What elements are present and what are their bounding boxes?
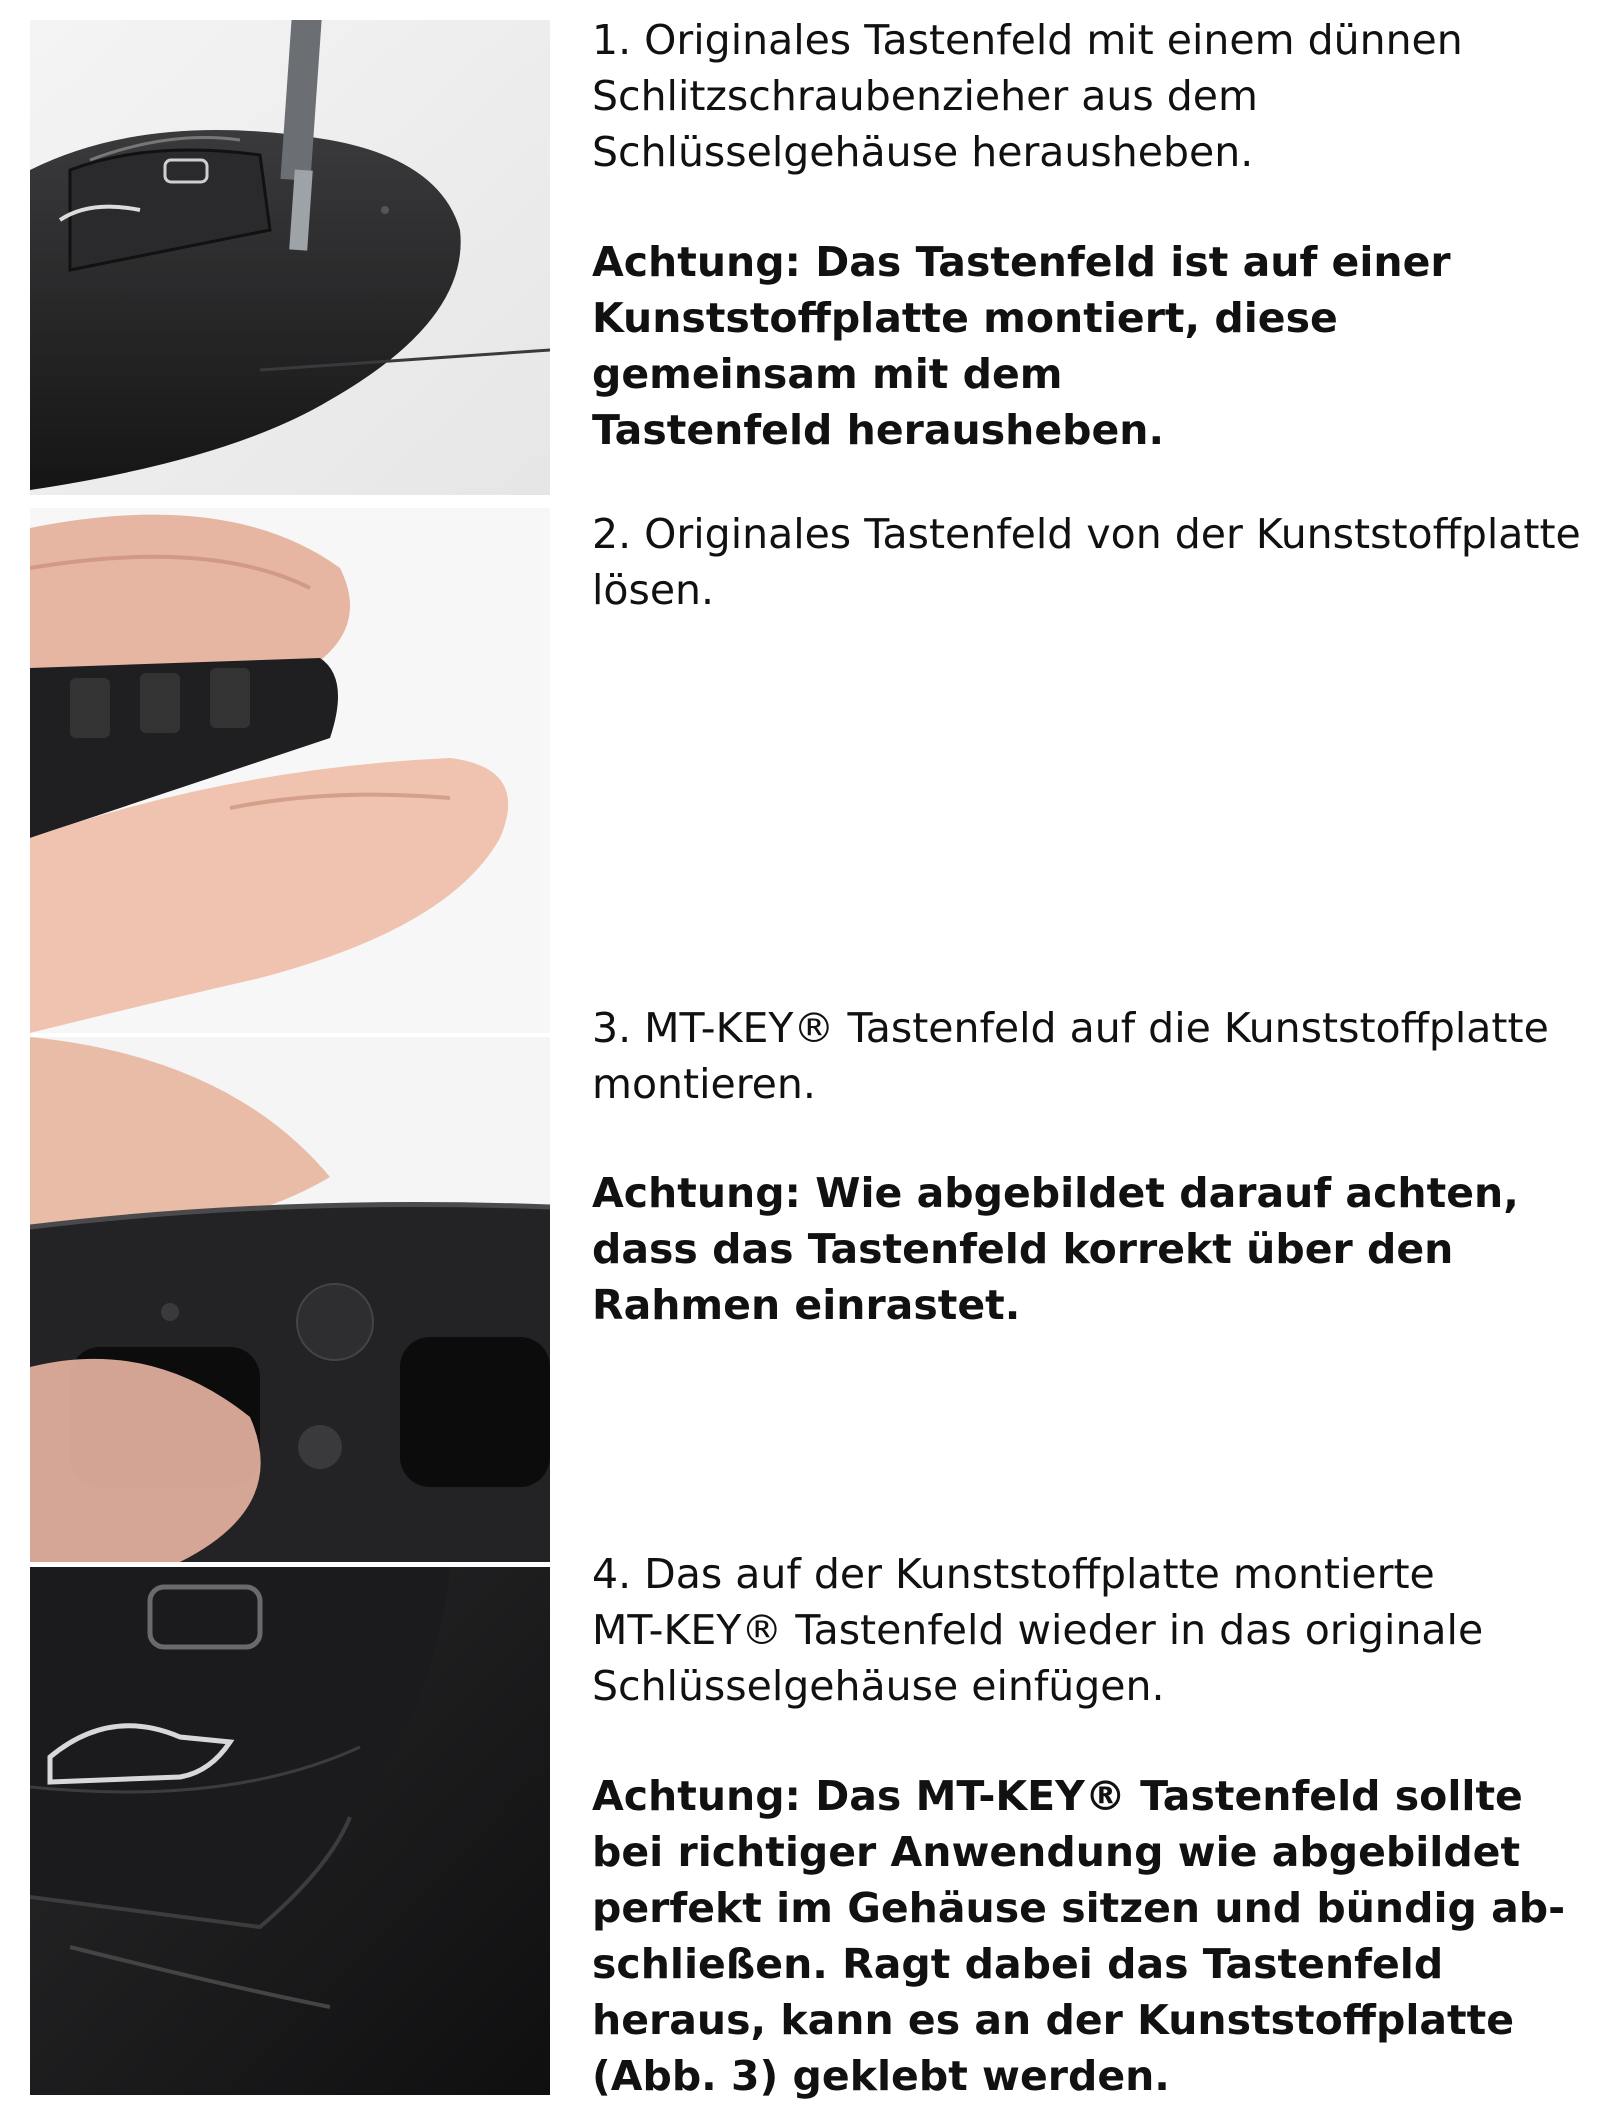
step-4-instruction: 4. Das auf der Kunststoffplatte montierte MT-KEY® Tastenfeld wieder in das originale Schlüsselgehäuse einfügen. (592, 1550, 1484, 1710)
step-4-warning: Achtung: Das MT-KEY® Tastenfeld sollte bei richtiger Anwendung wie abgebildet perfekt im Gehäuse sitzen und bündig ab- schließen. Ragt dabei das Tastenfeld heraus, kann es an der Kunststoffplatte (Abb. 3) geklebt werden. (592, 1772, 1566, 2100)
step-2-instruction: 2. Originales Tastenfeld von der Kunststoffplatte lösen. (592, 510, 1581, 614)
step-1-instruction: 1. Originales Tastenfeld mit einem dünnen Schlitzschraubenzieher aus dem Schlüsselgehäuse herausheben. (592, 16, 1463, 176)
step-1-photo (30, 20, 550, 495)
step-3-warning: Achtung: Wie abgebildet darauf achten, dass das Tastenfeld korrekt über den Rahmen einrastet. (592, 1169, 1519, 1329)
step-2-photo (30, 508, 550, 1033)
key-screwdriver-photo (30, 20, 550, 495)
keypad-frame-photo (30, 1037, 550, 1562)
fingers-keypad-photo (30, 508, 550, 1033)
assembled-key-photo (30, 1567, 550, 2095)
step-3-instruction: 3. MT-KEY® Tastenfeld auf die Kunststoffplatte montieren. (592, 1004, 1549, 1108)
step-3-photo (30, 1037, 550, 1562)
step-1-warning: Achtung: Das Tastenfeld ist auf einer Kunststoffplatte montiert, diese gemeinsam mit dem Tastenfeld herausheben. (592, 238, 1451, 454)
step-4-photo (30, 1567, 550, 2095)
